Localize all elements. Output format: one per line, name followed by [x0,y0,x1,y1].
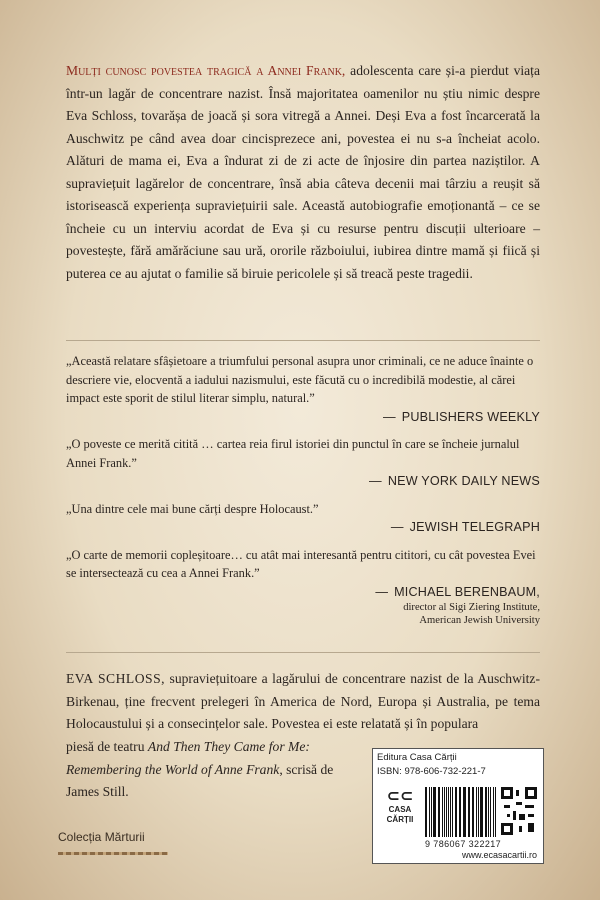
synopsis-lead: Mulți cunosc povestea tragică a Annei Frank, [66,63,346,78]
review-affiliation: American Jewish University [419,615,540,626]
review-source: — NEW YORK DAILY NEWS [369,474,540,488]
review-source: — PUBLISHERS WEEKLY [382,409,540,424]
author-bio [66,668,540,736]
reviews [66,352,540,636]
barcode-bar [434,787,435,837]
barcode-bar [450,787,451,837]
publisher-name: Editura Casa Cărții [377,752,457,763]
barcode-digits: 9 786067 322217 [425,839,502,849]
barcode-bars [425,787,497,837]
isbn-text: ISBN: 978-606-732-221-7 [377,766,486,777]
author-bio-text: supraviețuitoare a lagărului de concentrare nazist de la Auschwitz-Birkenau, ține frecvent prelegeri în America de Nord, Europa și Australia, pe tema Holocaustului și a consecințelor sale. Povestea ei este relatată și în populara [66,671,540,731]
barcode-bar [429,787,430,837]
review [66,352,540,426]
rope-ornament [58,852,168,855]
divider-top [66,340,540,341]
synopsis [66,60,540,285]
casa-cartii-logo-icon: ⊂⊂ CASA CĂRȚII [386,788,414,824]
play-title: And Then They Came for Me: Remembering the World of Anne Frank [66,739,310,777]
divider-bottom [66,652,540,653]
collection-label: Colecția Mărturii [58,830,145,844]
isbn-barcode-box [372,748,544,864]
review-source: — JEWISH TELEGRAPH [390,520,540,534]
barcode-bar [442,787,443,837]
review-quote: „O carte de memorii copleșitoare… cu atât mai interesantă pentru cititori, cu cât povestea Evei se intersectează cu cea a Annei Frank.” [66,547,536,580]
barcode-bar [455,787,456,837]
review-affiliation: director al Sigi Ziering Institute, [403,602,540,613]
barcode-bar [464,787,465,837]
review-source: — MICHAEL BERENBAUM, [375,584,540,599]
review [66,435,540,491]
barcode-bar [476,787,477,837]
barcode-bar [439,787,440,837]
review-quote: „O poveste ce merită citită … cartea reia firul istoriei din punctul în care se încheie jurnalul Annei Frank.” [66,437,520,470]
barcode-bar [490,787,491,837]
barcode-bar [481,787,482,837]
synopsis-body: adolescenta care și-a pierdut viața într-un lagăr de concentrare nazist. Însă majoritatea oamenilor nu știu nimic despre Eva Schloss, tovarășa de joacă și sora vitregă a Annei. Deși Eva a fost încarcerată la Auschwitz pe când avea doar cincisprezece ani, povestea ei nu s-a încheiat acolo. Alături de mama ei, Eva a îndurat zi de zi acte de înjosire din partea naziștilor. A supraviețuit lagărelor de concentrare, însă abia câteva decenii mai târziu a reușit să istorisească experiența supraviețuirii sale. Această autobiografie emoționantă – ce se încheie cu un interviu acordat de Eva și cu resurse pentru discuții ulterioare – povestește, fără amărăciune sau ură, ororile războiului, iubirea dintre mamă și fiică și puterea ce au ajutat o familie să biruie pericolele și să treacă peste tragedii. [66,63,540,281]
barcode-bar [472,787,473,837]
barcode-bar [460,787,461,837]
review-quote: „Această relatare sfâșietoare a triumfului personal asupra unor criminali, ce ne aduce înainte o descriere vie, elocventă a iadului nazismului, este făcută cu o incredibilă modestie, al cărei impact este sporit de stilul literar simplu, natural.” [66,354,534,405]
review [66,500,540,537]
publisher-website: www.ecasacartii.ro [461,850,537,860]
author-name: EVA SCHLOSS, [66,671,166,686]
qr-code-icon [501,787,537,835]
author-bio-continued: piesă de teatru And Then They Came for Me: Remembering the World of Anne Frank, scrisă de James Still. [66,739,334,799]
review-quote: „Una dintre cele mai bune cărți despre Holocaust.” [66,501,319,516]
barcode-bar [488,787,489,837]
review [66,546,540,628]
